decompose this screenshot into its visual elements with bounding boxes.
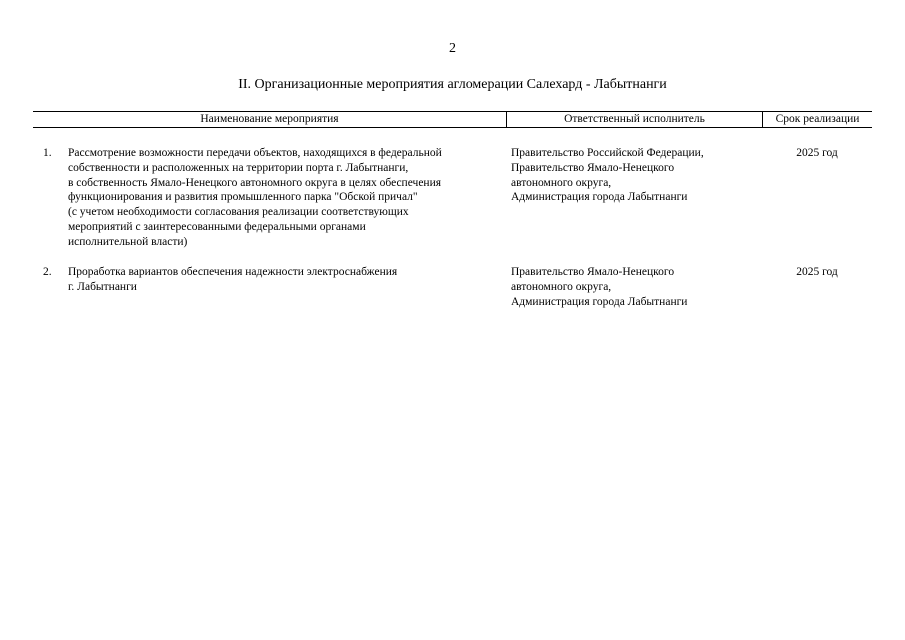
executor-line: Правительство Ямало-Ненецкого xyxy=(511,161,675,174)
table-header-bottom-rule xyxy=(33,127,872,128)
executor-line: Правительство Российской Федерации, xyxy=(511,147,704,159)
description-line: собственности и расположенных на территории порта г. Лабытнанги, xyxy=(68,161,409,174)
header-term: Срок реализации xyxy=(775,113,860,125)
description-line: Проработка вариантов обеспечения надежности электроснабжения xyxy=(68,266,398,278)
row-executor xyxy=(511,146,761,205)
description-line: мероприятий с заинтересованными федеральными органами xyxy=(68,220,366,233)
description-line: (с учетом необходимости согласования реализации соответствующих xyxy=(68,206,409,219)
description-line: функционирования и развития промышленного парка "Обской причал" xyxy=(68,191,418,204)
header-name: Наименование мероприятия xyxy=(200,113,339,125)
page-number: 2 xyxy=(449,41,456,56)
executor-line: Администрация города Лабытнанги xyxy=(511,295,688,308)
executor-line: Администрация города Лабытнанги xyxy=(511,191,688,204)
executor-line: автономного округа, xyxy=(511,176,612,189)
row-term: 2025 год xyxy=(796,266,838,278)
description-line: Рассмотрение возможности передачи объектов, находящихся в федеральной xyxy=(68,147,442,159)
row-description xyxy=(68,146,508,250)
description-line: исполнительной власти) xyxy=(68,235,188,248)
row-term: 2025 год xyxy=(796,147,838,159)
description-line: г. Лабытнанги xyxy=(68,280,137,293)
row-description xyxy=(68,265,508,295)
row-number: 1. xyxy=(43,147,52,159)
table-header-top-rule xyxy=(33,111,872,112)
executor-line: автономного округа, xyxy=(511,280,612,293)
row-executor xyxy=(511,265,761,309)
row-number: 2. xyxy=(43,266,52,278)
description-line: в собственность Ямало-Ненецкого автономного округа в целях обеспечения xyxy=(68,176,442,189)
section-title: II. Организационные мероприятия агломерации Салехард - Лабытнанги xyxy=(238,77,667,92)
header-executor: Ответственный исполнитель xyxy=(564,113,705,125)
executor-line: Правительство Ямало-Ненецкого xyxy=(511,266,675,278)
